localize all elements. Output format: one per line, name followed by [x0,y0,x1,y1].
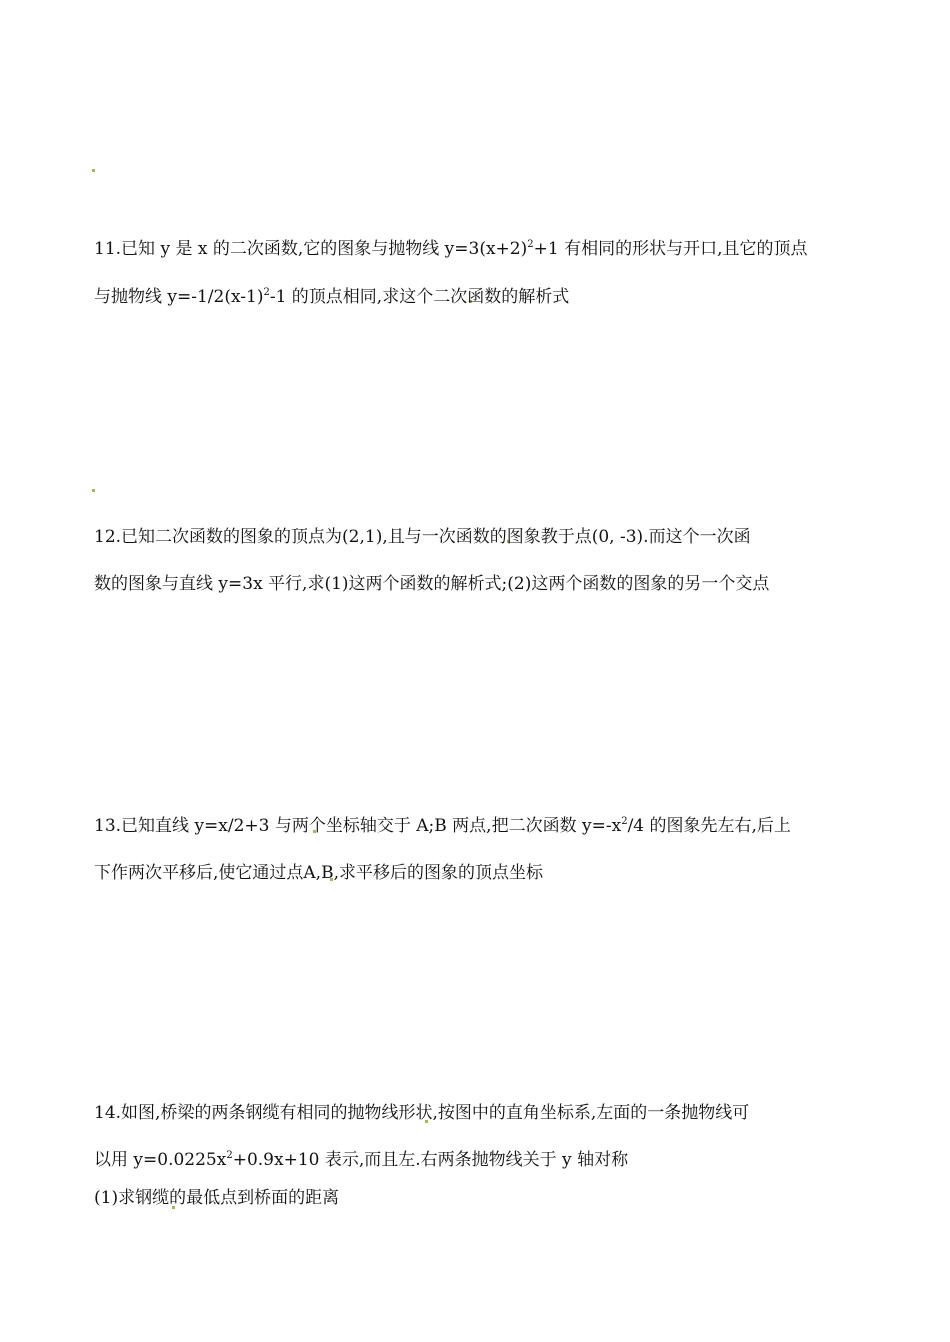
superscript: 2 [527,239,534,250]
question-13-line-2 [94,861,543,885]
line-text: /4 的图象先左右,后上 [627,816,791,836]
line-text: 11.已知 y 是 x 的二次函数,它的图象与抛物线 y=3(x+2) [94,239,528,259]
decorative-dot [92,169,95,172]
question-12-line-1 [94,525,751,549]
line-text: 14.如图,桥梁的两条钢缆有相同的抛物线形状,按图中的直角坐标系,左面的一条抛物线可 [94,1103,750,1123]
question-13-line-1 [94,814,791,838]
superscript: 2 [263,287,270,298]
line-text: +1 有相同的形状与开口,且它的顶点 [533,239,808,259]
question-11-line-1 [94,237,807,261]
line-text: -1 的顶点相同,求这个二次函数的解析式 [269,287,570,307]
decorative-dot [92,489,95,492]
question-14-line-2 [94,1148,628,1172]
question-11-line-2 [94,285,569,309]
line-text: +0.9x+10 表示,而且左.右两条抛物线关于 y 轴对称 [232,1150,629,1170]
line-text: 12.已知二次函数的图象的顶点为(2,1),且与一次函数的图象教于点(0, -3).而这个一次函 [94,527,751,547]
superscript: 2 [621,816,628,827]
line-text: 13.已知直线 y=x/2+3 与两个坐标轴交于 A;B 两点,把二次函数 y=-x [94,816,622,836]
line-text: (1)求钢缆的最低点到桥面的距离 [94,1188,340,1208]
line-text: 数的图象与直线 y=3x 平行,求(1)这两个函数的解析式;(2)这两个函数的图象的另一个交点 [94,574,770,594]
line-text: 以用 y=0.0225x [94,1150,227,1170]
superscript: 2 [226,1150,233,1161]
question-14-line-3 [94,1186,339,1210]
line-text: 下作两次平移后,使它通过点A,B,求平移后的图象的顶点坐标 [94,863,543,883]
question-14-line-1 [94,1101,749,1125]
line-text: 与抛物线 y=-1/2(x-1) [94,287,264,307]
question-12-line-2 [94,572,769,596]
